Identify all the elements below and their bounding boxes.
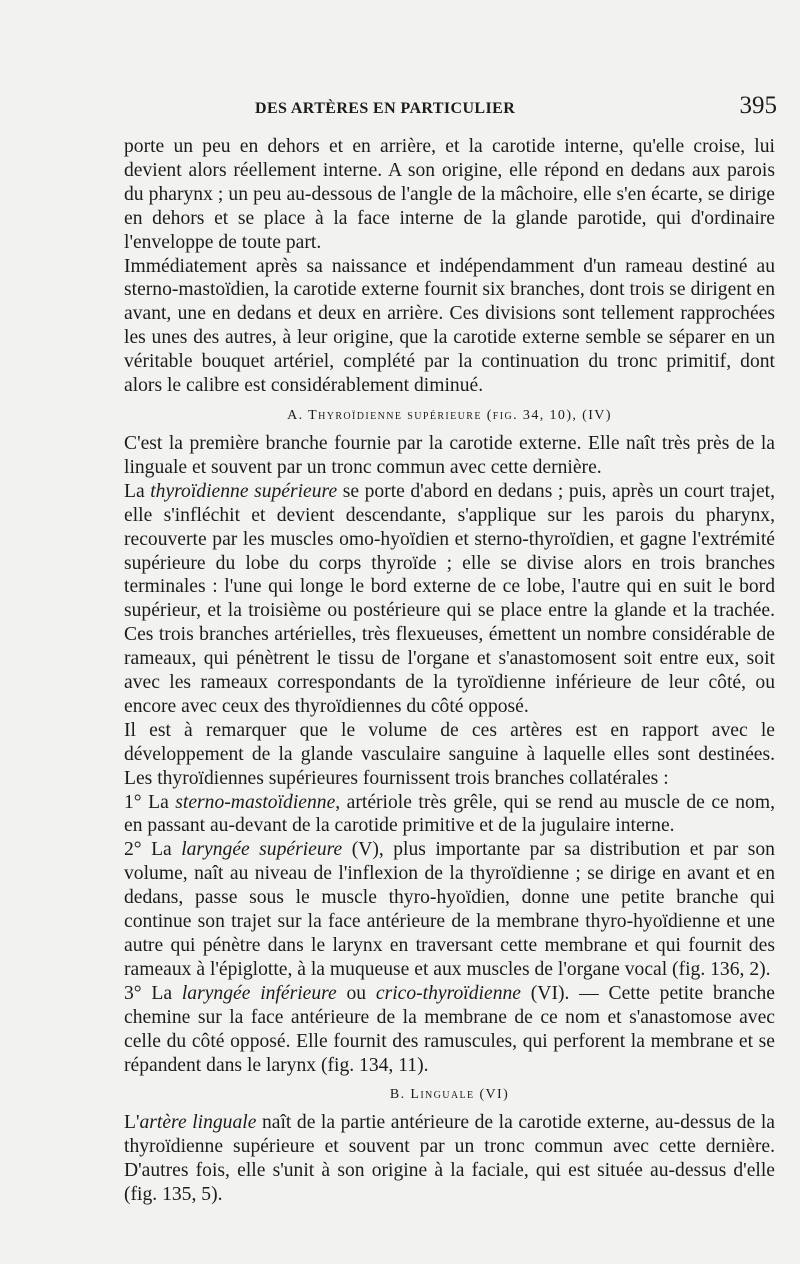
- term-italic: laryngée inférieure: [181, 982, 337, 1004]
- paragraph: C'est la première branche fournie par la carotide externe. Elle naît très près de la linguale et souvent par un tronc commun avec cette dernière.: [124, 432, 775, 478]
- page-number: 395: [739, 92, 777, 119]
- paragraph: Immédiatement après sa naissance et indépendamment d'un rameau destiné au sterno-mastoïdien, la carotide externe fournit six branches, dont trois se dirigent en avant, une en dedans et deux en arrière. Ces divisions sont tellement rapprochées les unes des autres, à leur origine, que la carotide externe semble se séparer en un véritable bouquet artériel, complété par la continuation du tronc primitif, dont alors le calibre est considérablement diminué.: [124, 255, 775, 397]
- paragraph: [124, 838, 775, 981]
- term-italic: artère linguale: [139, 1112, 257, 1134]
- body-text: [124, 135, 775, 1207]
- paragraph: Il est à remarquer que le volume de ces artères est en rapport avec le développement de la glande vasculaire sanguine à laquelle elles sont destinées. Les thyroïdiennes supérieures fournissent trois branches collatérales :: [124, 719, 775, 789]
- section-heading-a: A. Thyroïdienne supérieure (fig. 34, 10), (IV): [287, 407, 612, 423]
- term-italic: sterno-mastoïdienne: [175, 791, 336, 813]
- paragraph: [124, 982, 775, 1078]
- text-run: La: [124, 480, 151, 502]
- text-run: ou: [336, 982, 376, 1004]
- text-run: L': [124, 1112, 140, 1134]
- paragraph: [124, 791, 775, 839]
- text-run: (V), plus importante par sa distribution et par son volume, naît au niveau de l'inflexion de la thyroïdienne ; se dirige en avant et en dedans, passe sous le muscle thyro-hyoïdien, donne une petite branche qui continue son trajet sur la face antérieure de la membrane thyro-hyoïdienne et une autre qui pénètre dans le larynx en traversant cette membrane et qui fournit des rameaux à l'épiglotte, à la muqueuse et aux muscles de l'organe vocal (fig. 136, 2).: [124, 839, 775, 980]
- section-heading-b: B. Linguale (VI): [389, 1087, 510, 1103]
- paragraph: porte un peu en dehors et en arrière, et la carotide interne, qu'elle croise, lui devient alors réellement interne. A son origine, elle répond en dedans aux parois du pharynx ; un peu au-dessous de l'angle de la mâchoire, elle s'en écarte, se dirige en dehors et se place à la face interne de la glande parotide, qui d'ordinaire l'enveloppe de toute part.: [124, 136, 775, 253]
- text-run: se porte d'abord en dedans ; puis, après un court trajet, elle s'infléchit et devient descendante, s'applique sur les parois du pharynx, recouverte par les muscles omo-hyoïdien et sterno-thyroïdien, et gagne l'extrémité supérieure du lobe du corps thyroïde ; elle se divise alors en trois branches terminales : l'une qui longe le bord externe de ce lobe, l'autre qui en suit le bord supérieur, et la troisième ou postérieure qui se place entre la glande et la trachée. Ces trois branches artérielles, très flexueuses, émettent un nombre considérable de rameaux, qui pénètrent le tissu de l'organe et s'anastomosent soit entre eux, soit avec les rameaux correspondants de la tyroïdienne inférieure de leur côté, ou encore avec ceux des thyroïdiennes du côté opposé.: [124, 480, 775, 717]
- running-title: DES ARTÈRES EN PARTICULIER: [255, 100, 516, 117]
- paragraph: [124, 480, 775, 719]
- text-run: (VI). — Cette petite branche chemine sur la face antérieure de la membrane de ce nom et s'anastomose avec celle du côté opposé. Elle fournit des ramuscules, qui perforent la membrane et se répandent dans le larynx (fig. 134, 11).: [124, 982, 775, 1076]
- text-run: 3° La: [124, 982, 182, 1004]
- paragraph: [124, 1111, 775, 1207]
- text-run: naît de la partie antérieure de la carotide externe, au-dessus de la thyroïdienne supérieure et souvent par un tronc commun avec cette dernière. D'autres fois, elle s'unit à son origine à la faciale, qui est située au-dessus d'elle (fig. 135, 5).: [124, 1112, 775, 1206]
- term-italic: crico-thyroïdienne: [375, 982, 521, 1004]
- page-header: [0, 92, 800, 132]
- term-italic: laryngée supérieure: [181, 839, 343, 861]
- text-run: 2° La: [124, 839, 182, 861]
- text-run: , artériole très grêle, qui se rend au muscle de ce nom, en passant au-devant de la carotide primitive et de la jugulaire interne.: [124, 791, 775, 837]
- text-run: 1° La: [124, 791, 176, 813]
- term-italic: thyroïdienne supérieure: [150, 480, 338, 502]
